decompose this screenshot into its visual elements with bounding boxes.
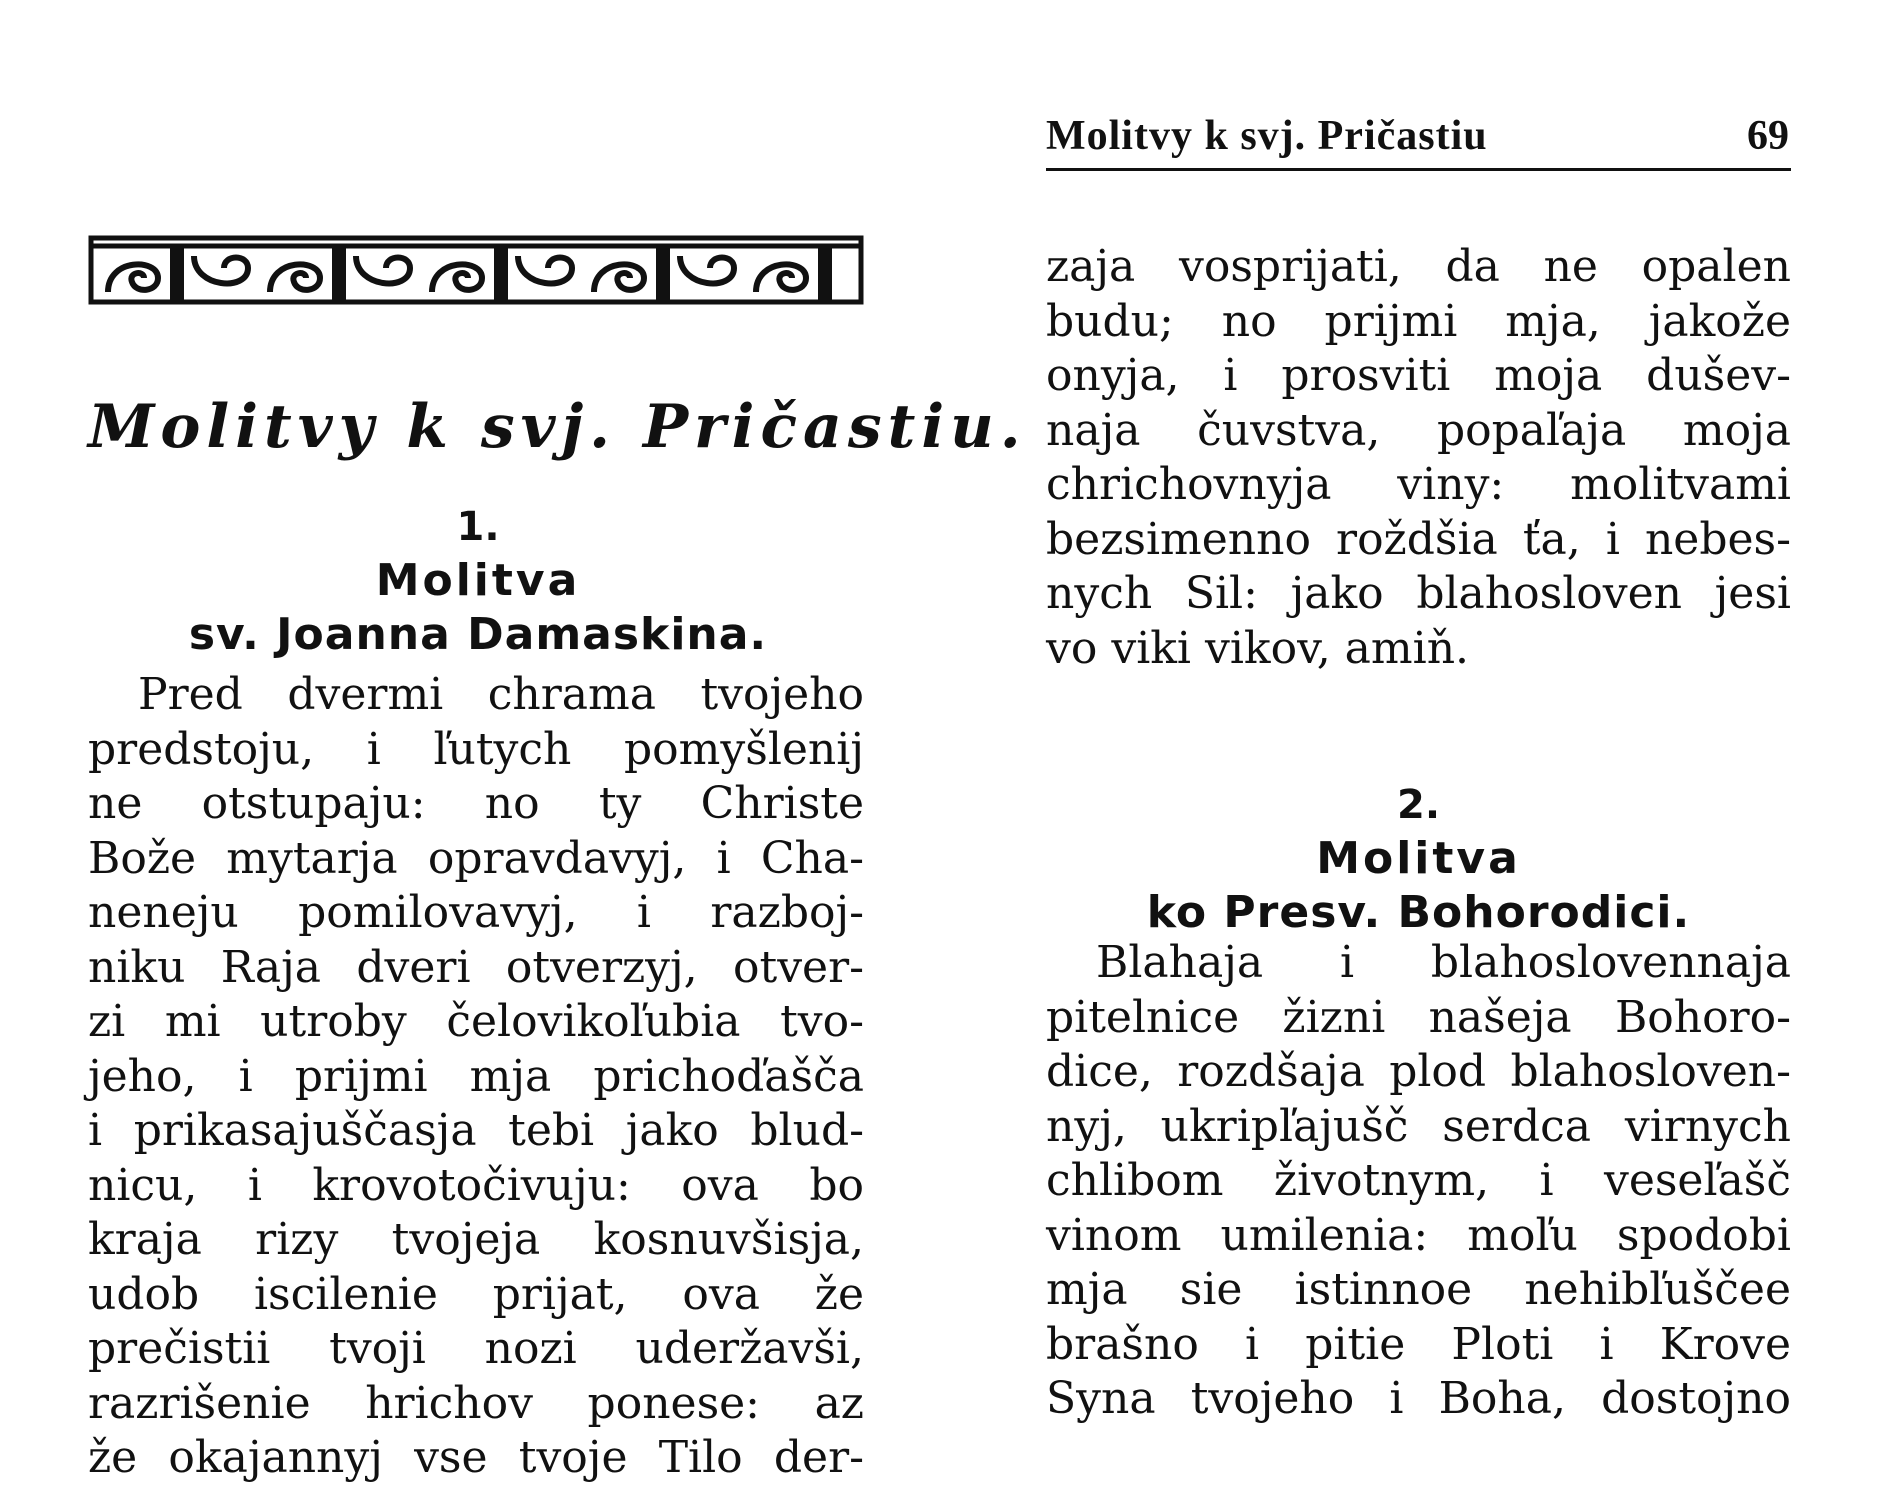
running-header: [1046, 112, 1791, 171]
section-heading-2: [1046, 778, 1791, 940]
text-line: že okajannyj vse tvoje Tilo der-: [88, 1432, 864, 1483]
section-name: Molitva: [375, 555, 581, 606]
text-line: nicu, i krovotočivuju: ova bo: [88, 1159, 864, 1211]
text-line: ne otstupaju: no ty Christe: [88, 778, 864, 829]
decorative-ornament-band: [88, 232, 864, 308]
text-line: bezsimenno roždšia ťa, i nebes-: [1046, 513, 1791, 565]
script-title: Molitvy k svj. Pričastiu.: [88, 392, 1027, 462]
prayer-text-1-continued: [1046, 240, 1791, 676]
text-line: niku Raja dveri otverzyj, otver-: [88, 941, 864, 993]
text-line: predstoju, i ľutych pomyšlenij: [88, 723, 864, 775]
text-line: udob iscilenie prijat, ova že: [88, 1268, 864, 1320]
text-line: budu; no prijmi mja, jakože: [1046, 295, 1791, 347]
text-line: brašno i pitie Ploti i Krove: [1046, 1318, 1791, 1370]
text-line: Blahaja i blahoslovennaja: [1096, 937, 1791, 988]
text-line: zaja vosprijati, da ne opalen: [1046, 241, 1791, 292]
text-line: i prikasajuščasja tebi jako blud-: [88, 1105, 864, 1156]
section-name: Molitva: [1316, 833, 1521, 884]
text-line: chrichovnyja viny: molitvami: [1046, 459, 1791, 510]
text-line: chlibom životnym, i veseľašč: [1046, 1155, 1791, 1206]
text-line: Bože mytarja opravdavyj, i Cha-: [88, 832, 864, 884]
text-line: razrišenie hrichov ponese: az: [88, 1377, 864, 1429]
prayer-text-1: [88, 668, 864, 1486]
text-line: kraja rizy tvojeja kosnuvšisja,: [88, 1214, 864, 1265]
text-line: nyj, ukripľajušč serdca virnych: [1046, 1100, 1791, 1152]
text-line: onyja, i prosviti moja dušev-: [1046, 350, 1791, 401]
running-title: Molitvy k svj. Pričastiu: [1046, 113, 1488, 159]
text-line: nych Sil: jako blahosloven jesi: [1046, 568, 1791, 619]
text-line: mja sie istinnoe nehibľuščee: [1046, 1264, 1791, 1315]
text-line: vinom umilenia: moľu spodobi: [1046, 1209, 1791, 1261]
text-line: jeho, i prijmi mja prichoďaščа: [88, 1050, 864, 1102]
text-line: neneju pomilovavyj, i razboj-: [88, 887, 864, 938]
section-subtitle: sv. Joanna Damaskina.: [188, 609, 768, 660]
prayer-text-2: [1046, 936, 1791, 1427]
right-page: [946, 0, 1892, 1500]
section-number: 1.: [456, 504, 500, 550]
text-line: pitelnice žizni našeja Bohoro-: [1046, 991, 1791, 1043]
section-subtitle: ko Presv. Bohorodici.: [1146, 887, 1691, 938]
section-number: 2.: [1396, 782, 1441, 828]
text-line: zi mi utroby čelovikoľubia tvo-: [88, 996, 864, 1047]
page-number: 69: [1747, 113, 1789, 159]
text-line: naja čuvstva, popaľaja moja: [1046, 404, 1791, 456]
text-line: dice, rozdšaja plod blahosloven-: [1046, 1046, 1791, 1097]
text-line: prečistii tvoji nozi uderžavši,: [88, 1323, 864, 1374]
text-line: vo viki vikov, amiň.: [1046, 622, 1470, 674]
section-heading-1: [88, 500, 868, 662]
text-line: Pred dvermi chrama tvojeho: [138, 669, 864, 720]
text-line: Syna tvojeho i Boha, dostojno: [1046, 1373, 1791, 1424]
